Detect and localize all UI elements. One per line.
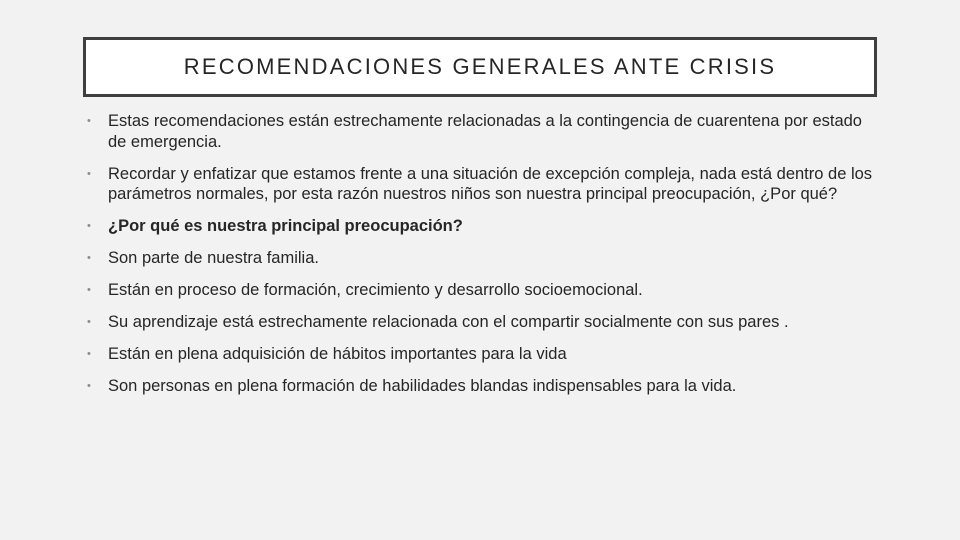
bullet-icon: •: [87, 115, 91, 127]
bullet-item: [87, 248, 877, 269]
bullet-text: Están en plena adquisición de hábitos importantes para la vida: [108, 345, 567, 363]
bullet-item-emphasis: [87, 216, 877, 237]
bullet-item: [87, 111, 877, 152]
bullet-icon: •: [87, 220, 91, 232]
bullet-item: [87, 280, 877, 301]
bullet-item: [87, 312, 877, 333]
bullet-icon: •: [87, 316, 91, 328]
bullet-text: Están en proceso de formación, crecimiento y desarrollo socioemocional.: [108, 281, 643, 299]
bullet-icon: •: [87, 380, 91, 392]
bullet-text: Son parte de nuestra familia.: [108, 249, 319, 267]
slide-title: RECOMENDACIONES GENERALES ANTE CRISIS: [183, 54, 777, 79]
title-box: [83, 37, 877, 97]
bullet-text: Su aprendizaje está estrechamente relacionada con el compartir socialmente con sus pares .: [108, 313, 789, 331]
bullet-icon: •: [87, 167, 91, 180]
bullet-text: Recordar y enfatizar que estamos frente a una situación de excepción compleja, nada está dentro de los parámetros normales, por esta razón nuestros niños son nuestra principal preocupación, ¿Por qué?: [108, 164, 873, 203]
bullet-icon: •: [87, 348, 91, 360]
bullet-icon: •: [87, 284, 91, 296]
bullet-text: Estas recomendaciones están estrechamente relacionadas a la contingencia de cuarentena por estado de emergencia.: [108, 112, 862, 151]
bullet-icon: •: [87, 252, 91, 264]
bullet-item: [87, 376, 877, 397]
bullet-item: [87, 164, 877, 205]
bullet-text: Son personas en plena formación de habilidades blandas indispensables para la vida.: [108, 377, 737, 395]
bullet-text: ¿Por qué es nuestra principal preocupación?: [108, 217, 463, 235]
bullet-item: [87, 344, 877, 365]
bullet-list: [87, 111, 877, 408]
